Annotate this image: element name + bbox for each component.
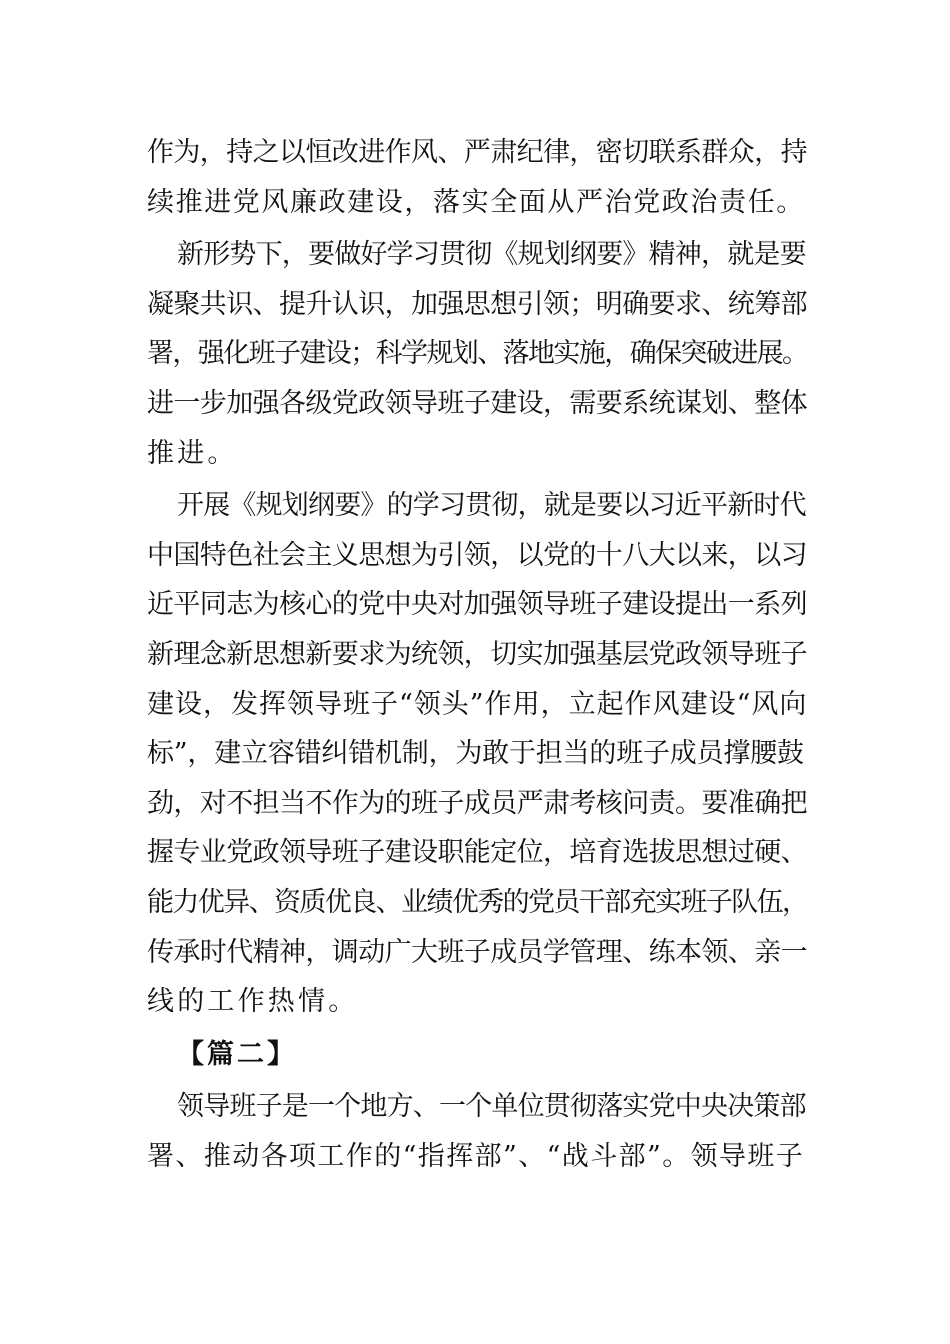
text-line: 署，强化班子建设；科学规划、落地实施，确保突破进展。 xyxy=(147,338,808,370)
text-line: 标”，建立容错纠错机制，为敢于担当的班子成员撑腰鼓 xyxy=(147,738,804,770)
document-body xyxy=(147,128,807,1181)
paragraph-leadership-team xyxy=(147,1082,807,1181)
text-line: 劲，对不担当不作为的班子成员严肃考核问责。要准确把 xyxy=(147,787,807,819)
paragraph-continuation xyxy=(147,128,807,227)
section-heading: 【篇二】 xyxy=(177,1038,297,1070)
text-line: 握专业党政领导班子建设职能定位，培育选拔思想过硬、 xyxy=(147,837,807,869)
text-line: 新理念新思想新要求为统领，切实加强基层党政领导班子 xyxy=(147,638,807,670)
text-line: 凝聚共识、提升认识，加强思想引领；明确要求、统筹部 xyxy=(147,288,807,320)
text-line: 作为，持之以恒改进作风、严肃纪律，密切联系群众，持 xyxy=(147,137,807,168)
text-line: 新形势下，要做好学习贯彻《规划纲要》精神，就是要 xyxy=(177,239,806,271)
text-line: 建设，发挥领导班子“领头”作用，立起作风建设“风向 xyxy=(147,688,808,720)
text-line: 领导班子是一个地方、一个单位贯彻落实党中央决策部 xyxy=(177,1091,806,1123)
text-line: 开展《规划纲要》的学习贯彻，就是要以习近平新时代 xyxy=(177,490,806,522)
text-line: 传承时代精神，调动广大班子成员学管理、练本领、亲一 xyxy=(147,936,807,968)
text-line: 能力优异、资质优良、业绩优秀的党员干部充实班子队伍， xyxy=(147,886,808,918)
paragraph-new-situation xyxy=(147,230,807,478)
text-line: 推进。 xyxy=(147,437,238,469)
text-line: 续推进党风廉政建设，落实全面从严治党政治责任。 xyxy=(147,186,805,218)
text-line: 进一步加强各级党政领导班子建设，需要系统谋划、整体 xyxy=(147,387,807,419)
text-line: 中国特色社会主义思想为引领，以党的十八大以来，以习 xyxy=(147,539,807,571)
text-line: 线的工作热情。 xyxy=(147,986,359,1018)
paragraph-study-implementation xyxy=(147,481,807,1027)
text-line: 署、推动各项工作的“指挥部”、“战斗部”。领导班子 xyxy=(147,1140,805,1172)
text-line: 近平同志为核心的党中央对加强领导班子建设提出一系列 xyxy=(147,589,807,621)
